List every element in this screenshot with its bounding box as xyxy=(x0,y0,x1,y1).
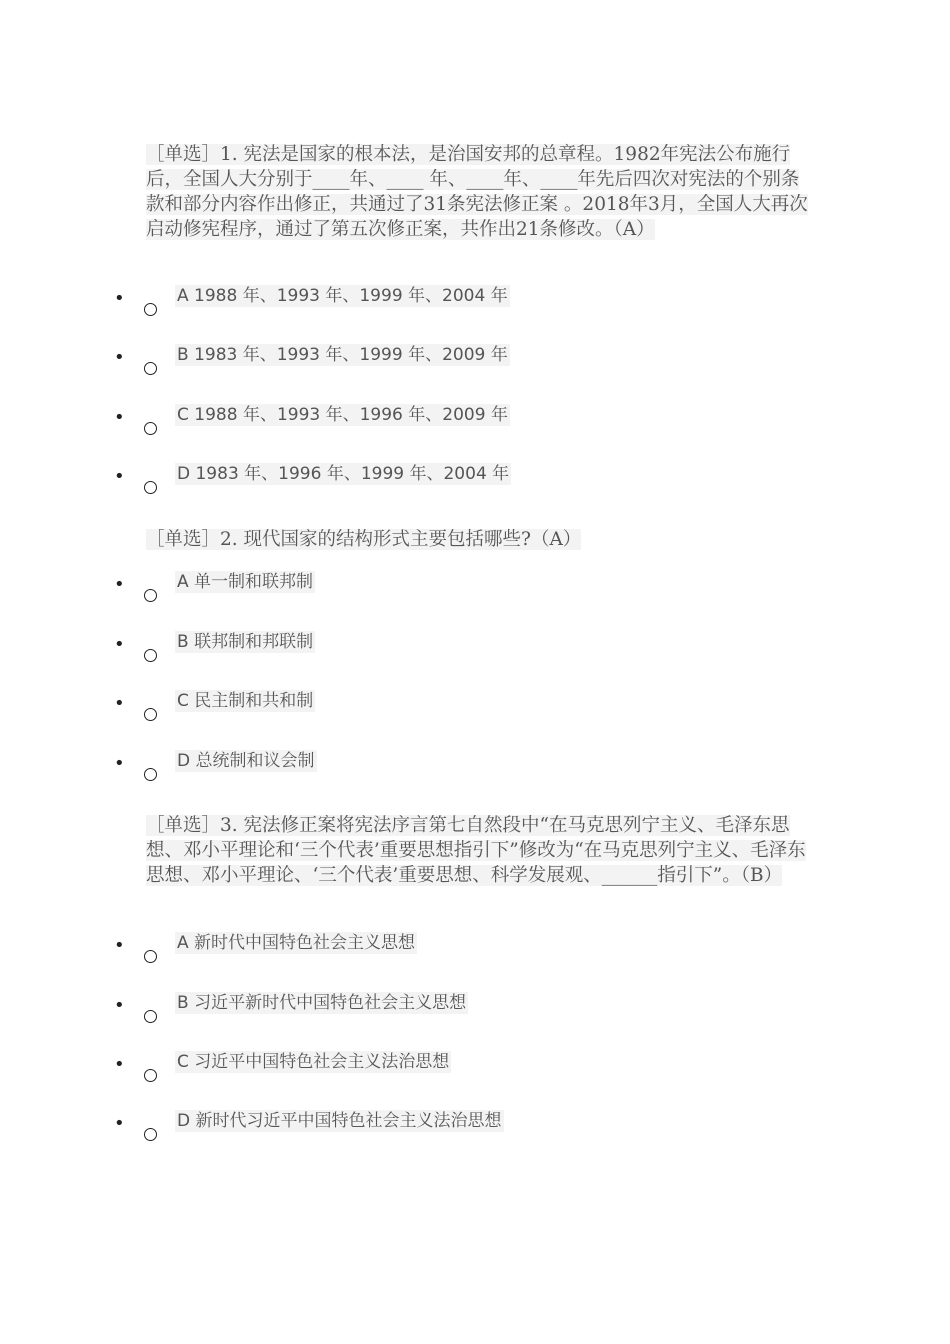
q3-option-a[interactable] xyxy=(0,932,950,972)
option-label: A 新时代中国特色社会主义思想 xyxy=(177,933,416,953)
radio-button-icon[interactable] xyxy=(144,422,157,435)
q3-option-b[interactable] xyxy=(0,992,950,1032)
option-label: C 民主制和共和制 xyxy=(177,691,314,711)
option-label: B 1983 年、1993 年、1999 年、2009 年 xyxy=(177,345,508,365)
bullet-icon: • xyxy=(114,995,125,1016)
q2-option-d[interactable] xyxy=(0,750,950,790)
question-1-text: ［单选］1. 宪法是国家的根本法，是治国安邦的总章程。1982年宪法公布施行后，全国人大分别于____年、____ 年、____年、____年先后四次对宪法的个别条款和部分内容作出修正，共通过了31条宪法修正案 。2018年3月，全国人大再次启动修宪程序，通过了第五次修正案，共作出21条修改。（A） xyxy=(146,144,808,240)
radio-button-icon[interactable] xyxy=(144,362,157,375)
radio-button-icon[interactable] xyxy=(144,1069,157,1082)
bullet-icon: • xyxy=(114,1113,125,1134)
q1-option-c[interactable] xyxy=(0,404,950,444)
option-label: D 新时代习近平中国特色社会主义法治思想 xyxy=(177,1111,502,1131)
bullet-icon: • xyxy=(114,753,125,774)
option-label: A 单一制和联邦制 xyxy=(177,572,314,592)
option-label: C 习近平中国特色社会主义法治思想 xyxy=(177,1052,450,1072)
radio-button-icon[interactable] xyxy=(144,950,157,963)
q1-option-b[interactable] xyxy=(0,344,950,384)
bullet-icon: • xyxy=(114,407,125,428)
option-label: A 1988 年、1993 年、1999 年、2004 年 xyxy=(177,286,508,306)
q3-option-d[interactable] xyxy=(0,1110,950,1150)
radio-button-icon[interactable] xyxy=(144,1010,157,1023)
bullet-icon: • xyxy=(114,574,125,595)
bullet-icon: • xyxy=(114,466,125,487)
q2-option-a[interactable] xyxy=(0,571,950,611)
radio-button-icon[interactable] xyxy=(144,303,157,316)
option-label: B 联邦制和邦联制 xyxy=(177,632,314,652)
bullet-icon: • xyxy=(114,288,125,309)
option-label: C 1988 年、1993 年、1996 年、2009 年 xyxy=(177,405,508,425)
q1-option-d[interactable] xyxy=(0,463,950,503)
radio-button-icon[interactable] xyxy=(144,768,157,781)
bullet-icon: • xyxy=(114,693,125,714)
q3-option-c[interactable] xyxy=(0,1051,950,1091)
bullet-icon: • xyxy=(114,347,125,368)
option-label: B 习近平新时代中国特色社会主义思想 xyxy=(177,993,467,1013)
bullet-icon: • xyxy=(114,634,125,655)
radio-button-icon[interactable] xyxy=(144,589,157,602)
question-2 xyxy=(146,527,816,552)
question-3-text: ［单选］3. 宪法修正案将宪法序言第七自然段中“在马克思列宁主义、毛泽东思想、邓小平理论和‘三个代表’重要思想指引下”修改为“在马克思列宁主义、毛泽东思想、邓小平理论、‘三个代表’重要思想、科学发展观、______指引下”。（B） xyxy=(146,815,806,886)
q1-option-a[interactable] xyxy=(0,285,950,325)
question-3 xyxy=(146,813,816,888)
radio-button-icon[interactable] xyxy=(144,708,157,721)
question-2-text: ［单选］2. 现代国家的结构形式主要包括哪些?（A） xyxy=(146,529,582,550)
bullet-icon: • xyxy=(114,935,125,956)
radio-button-icon[interactable] xyxy=(144,481,157,494)
option-label: D 总统制和议会制 xyxy=(177,751,315,771)
radio-button-icon[interactable] xyxy=(144,1128,157,1141)
q2-option-c[interactable] xyxy=(0,690,950,730)
question-1 xyxy=(146,142,816,242)
bullet-icon: • xyxy=(114,1054,125,1075)
radio-button-icon[interactable] xyxy=(144,649,157,662)
q2-option-b[interactable] xyxy=(0,631,950,671)
option-label: D 1983 年、1996 年、1999 年、2004 年 xyxy=(177,464,510,484)
